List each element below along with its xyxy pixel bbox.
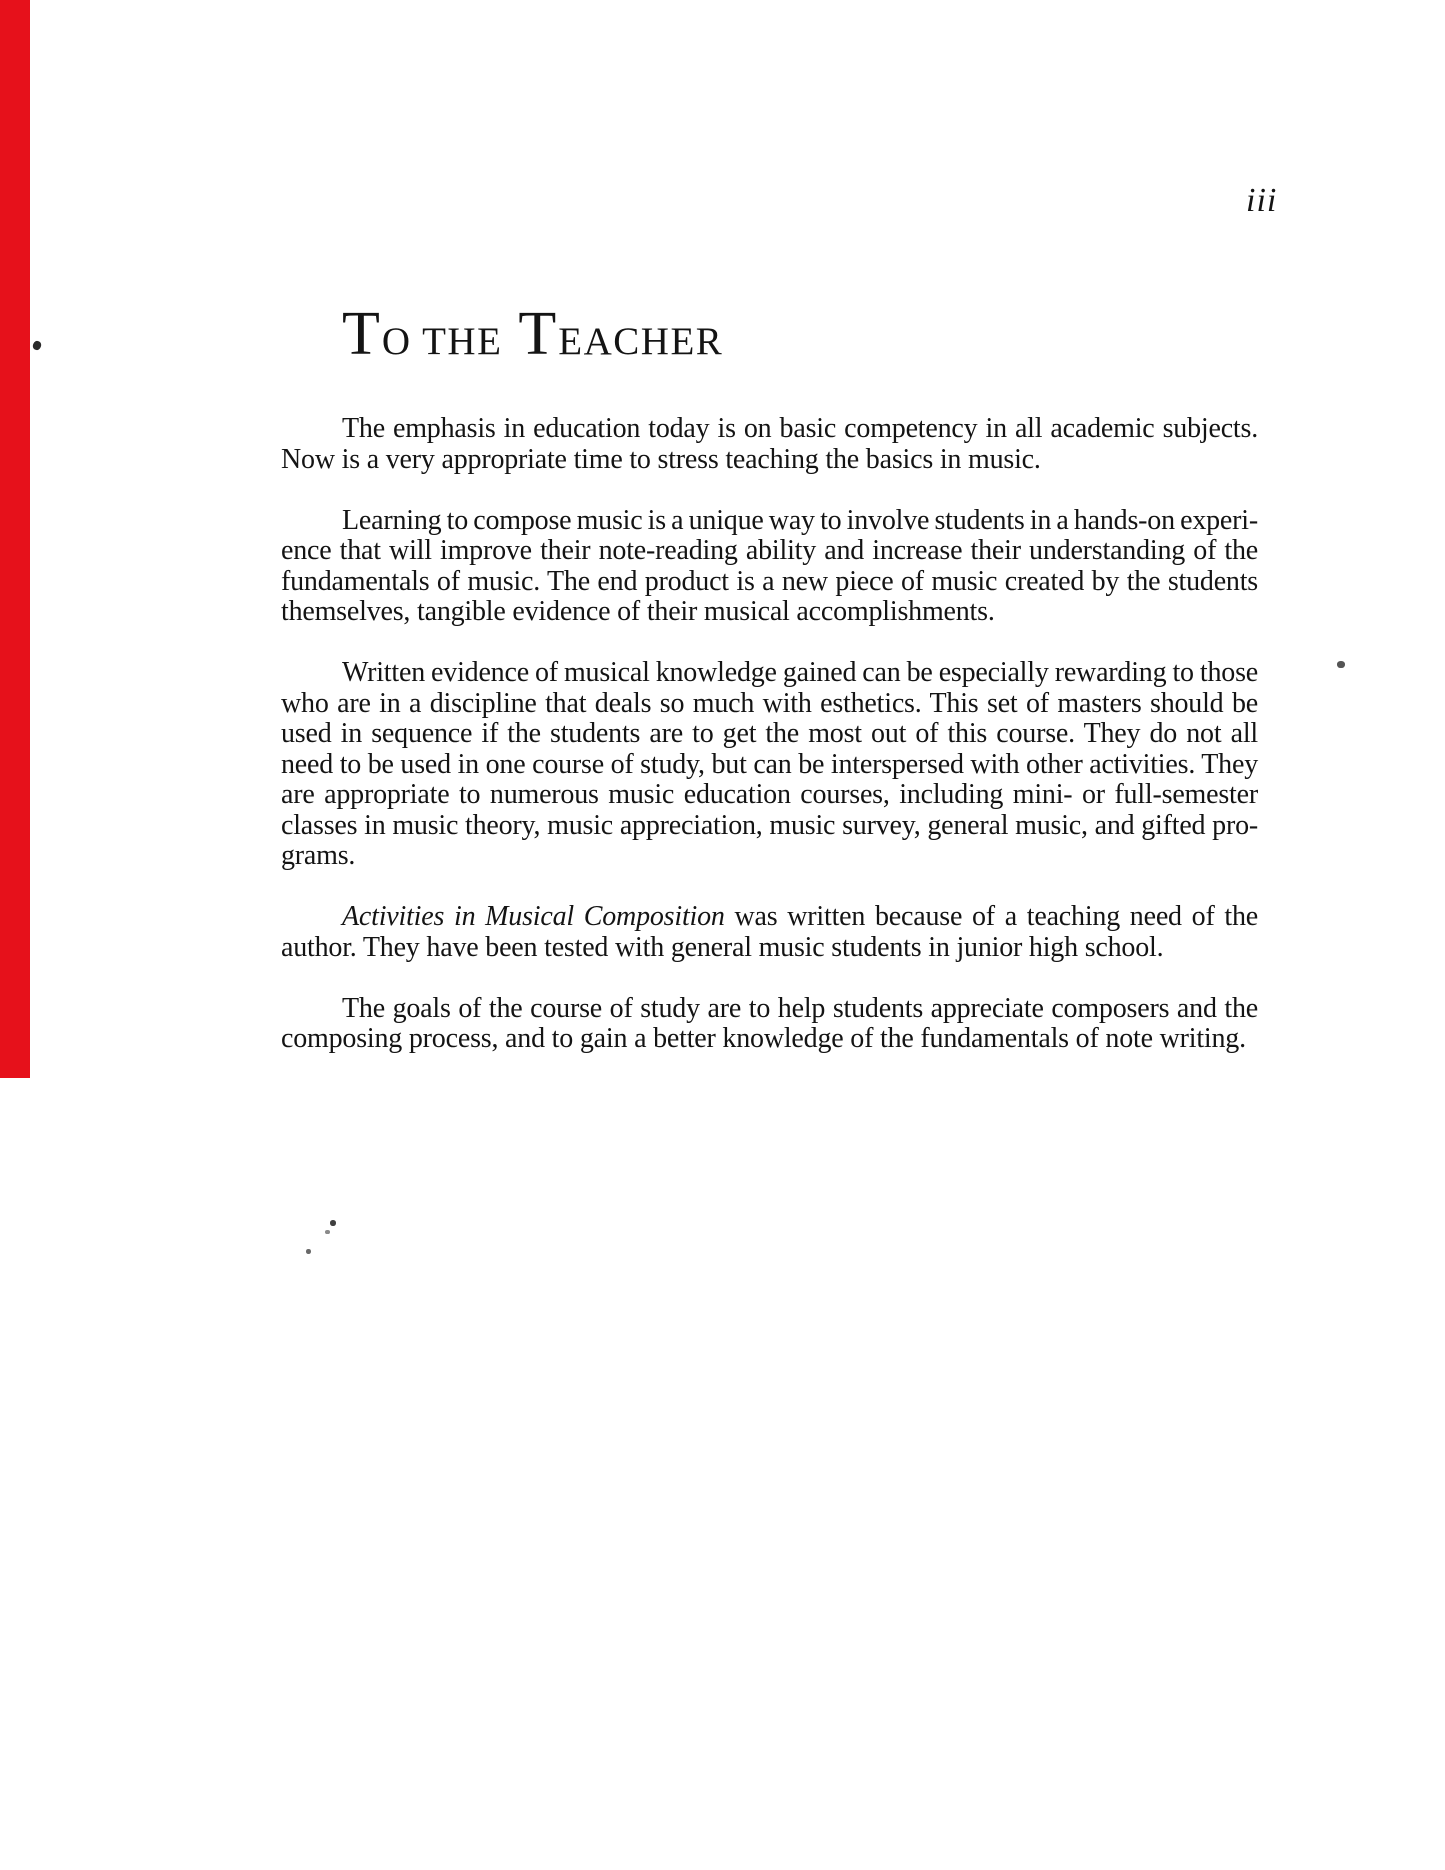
text-segment: Learning to compose music is a unique way to involve students in a hands-on experi- xyxy=(342,504,1258,536)
paragraph xyxy=(281,902,1258,963)
text-segment: Written evidence of musical knowledge gained can be especially rewarding to those xyxy=(342,657,1258,688)
title-drop-cap: T xyxy=(342,300,381,368)
text-line xyxy=(281,536,1258,567)
text-line xyxy=(281,994,1258,1025)
text-segment: The emphasis in education today is on basic competency in all academic subjects. xyxy=(342,413,1258,444)
scan-speck xyxy=(32,340,43,351)
text-segment: themselves, tangible evidence of their musical accomplishments. xyxy=(281,596,995,627)
text-segment: author. They have been tested with general music students in junior high school. xyxy=(281,931,1164,963)
paragraph xyxy=(281,658,1258,872)
text-segment: classes in music theory, music appreciation, music survey, general music, and gifted pro- xyxy=(281,809,1258,841)
title-small-caps: O THE xyxy=(381,320,503,363)
text-line xyxy=(281,719,1258,750)
scan-speck xyxy=(306,1249,311,1254)
paragraph xyxy=(281,414,1258,475)
text-line xyxy=(281,597,1258,628)
scan-speck xyxy=(1337,661,1345,668)
text-segment: are appropriate to numerous music education courses, including mini- or full-semester xyxy=(281,779,1258,810)
text-line xyxy=(281,567,1258,598)
italic-book-title: Activities in Musical Composition xyxy=(342,901,725,932)
title-drop-cap: T xyxy=(518,300,558,368)
text-line xyxy=(281,689,1258,720)
title-small-caps: EACHER xyxy=(558,320,724,363)
page-title xyxy=(342,300,724,368)
text-segment: The goals of the course of study are to help students appreciate composers and the xyxy=(342,992,1258,1024)
paragraph xyxy=(281,506,1258,628)
text-segment: composing process, and to gain a better knowledge of the fundamentals of note writing. xyxy=(281,1023,1246,1054)
text-segment: Now is a very appropriate time to stress teaching the basics in music. xyxy=(281,443,1041,475)
text-line xyxy=(281,933,1258,964)
scan-edge-red-bar xyxy=(0,0,30,1078)
text-line xyxy=(281,414,1258,445)
text-segment: ence that will improve their note-reading ability and increase their understanding of the xyxy=(281,535,1258,566)
text-line xyxy=(281,780,1258,811)
text-line xyxy=(281,902,1258,933)
text-line xyxy=(281,841,1258,872)
text-segment: who are in a discipline that deals so much with esthetics. This set of masters should be xyxy=(281,687,1258,719)
text-segment: need to be used in one course of study, but can be interspersed with other activities. They xyxy=(281,748,1258,780)
scan-speck xyxy=(325,1230,330,1234)
paragraph xyxy=(281,994,1258,1055)
text-line xyxy=(281,811,1258,842)
text-segment: used in sequence if the students are to get the most out of this course. They do not all xyxy=(281,718,1258,749)
text-line xyxy=(281,506,1258,537)
scan-speck xyxy=(330,1220,336,1226)
page-number: iii xyxy=(1246,182,1278,219)
text-line xyxy=(281,1024,1258,1055)
text-line xyxy=(281,750,1258,781)
text-segment: fundamentals of music. The end product is a new piece of music created by the students xyxy=(281,565,1258,597)
text-segment: grams. xyxy=(281,840,356,871)
text-line xyxy=(281,658,1258,689)
text-line xyxy=(281,445,1258,476)
body-text xyxy=(281,414,1258,1055)
text-segment: was written because of a teaching need of the xyxy=(724,901,1258,932)
